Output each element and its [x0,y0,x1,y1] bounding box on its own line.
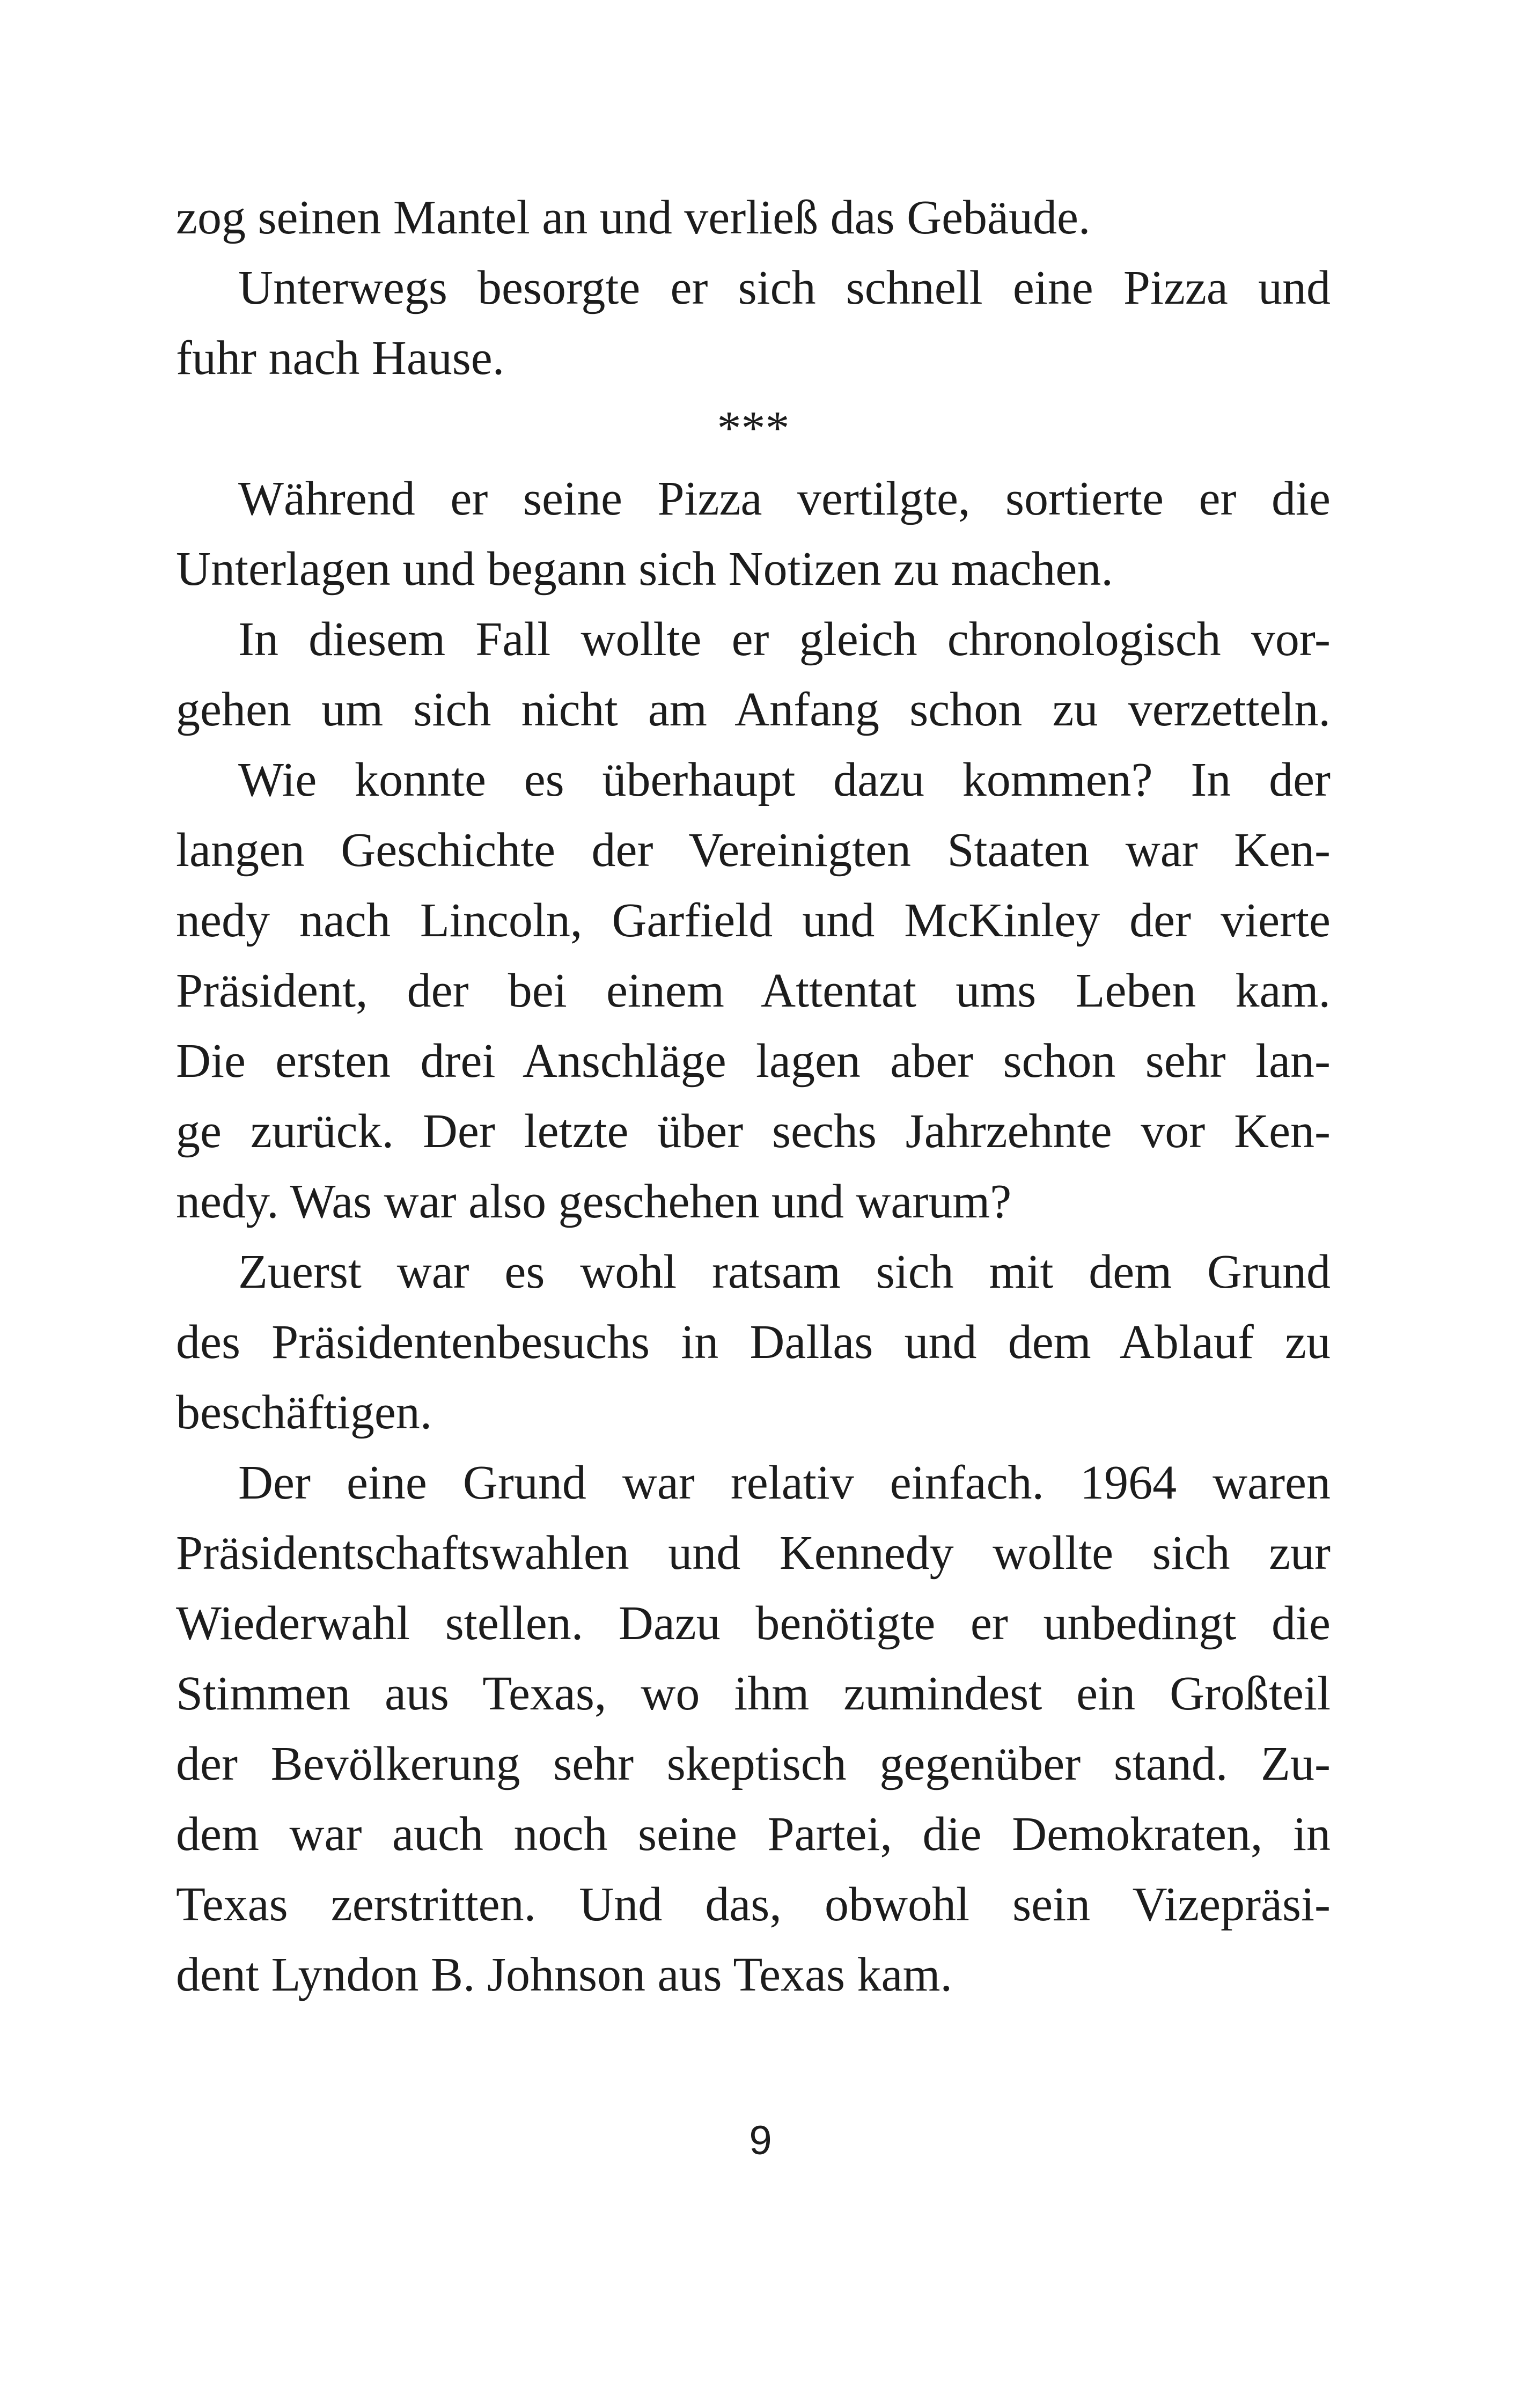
section-break: *** [717,402,790,455]
text-line: Präsident, der bei einem Attentat ums Leben kam. [176,964,1331,1017]
text-line: Während er seine Pizza vertilgte, sortierte er die [238,472,1331,525]
text-line: Stimmen aus Texas, wo ihm zumindest ein Großteil [176,1667,1331,1720]
text-line: dem war auch noch seine Partei, die Demokraten, in [176,1808,1331,1861]
text-line: zog seinen Mantel an und verließ das Gebäude. [176,191,1091,244]
text-line: langen Geschichte der Vereinigten Staaten war Ken- [176,824,1331,877]
text-line: nedy nach Lincoln, Garfield und McKinley der vierte [176,894,1331,947]
body-text [176,182,1331,2010]
text-line: In diesem Fall wollte er gleich chronologisch vor- [238,613,1331,666]
page-number: 9 [749,2118,772,2163]
text-line: fuhr nach Hause. [176,332,505,385]
text-line: beschäftigen. [176,1386,432,1439]
text-line: ge zurück. Der letzte über sechs Jahrzehnte vor Ken- [176,1105,1331,1158]
text-line: Unterlagen und begann sich Notizen zu machen. [176,542,1113,596]
text-line: dent Lyndon B. Johnson aus Texas kam. [176,1948,952,2001]
text-line: Unterwegs besorgte er sich schnell eine Pizza und [238,261,1331,314]
text-line: Der eine Grund war relativ einfach. 1964 waren [238,1456,1331,1509]
text-line: gehen um sich nicht am Anfang schon zu verzetteln. [176,683,1331,736]
text-line: Wiederwahl stellen. Dazu benötigte er unbedingt die [176,1597,1331,1650]
text-line: Die ersten drei Anschläge lagen aber schon sehr lan- [176,1034,1331,1088]
text-line: der Bevölkerung sehr skeptisch gegenüber stand. Zu- [176,1737,1331,1790]
text-line: nedy. Was war also geschehen und warum? [176,1175,1012,1228]
text-line: Wie konnte es überhaupt dazu kommen? In der [238,753,1331,806]
text-line: des Präsidentenbesuchs in Dallas und dem Ablauf zu [176,1316,1331,1369]
text-line: Zuerst war es wohl ratsam sich mit dem Grund [238,1245,1331,1298]
text-line: Texas zerstritten. Und das, obwohl sein Vizepräsi- [176,1878,1331,1931]
text-line: Präsidentschaftswahlen und Kennedy wollte sich zur [176,1526,1331,1580]
